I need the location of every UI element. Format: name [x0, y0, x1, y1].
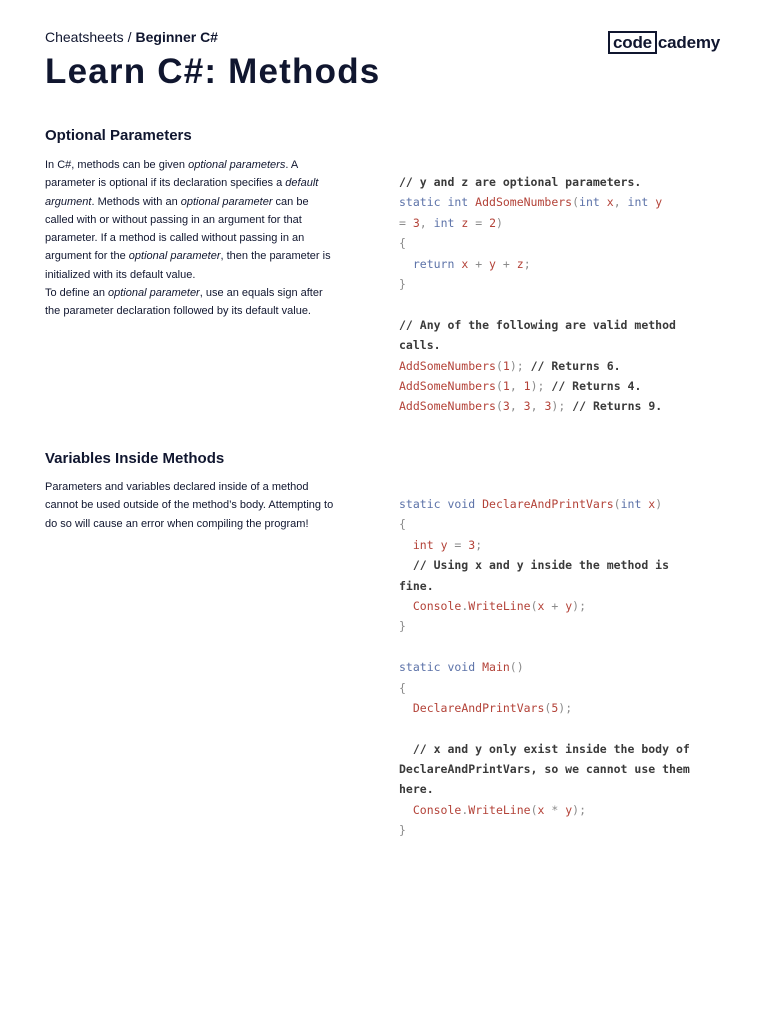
code-line — [399, 616, 729, 636]
text-run: . Methods with an — [91, 195, 181, 208]
code-token: ( — [495, 399, 503, 414]
code-token: Console — [412, 802, 462, 817]
code-token: AddSomeNumbers — [475, 195, 573, 210]
code-line — [399, 356, 729, 376]
code-token: 1 — [502, 378, 510, 393]
code-token: int — [433, 215, 462, 230]
code-token: ); — [558, 700, 573, 715]
code-line — [399, 315, 729, 335]
code-token: // Returns 6. — [530, 358, 621, 373]
code-token: 1 — [523, 378, 531, 393]
text-run: can be called with or without passing in an argument for that parameter. If a method is called without passing in an argument for the — [45, 195, 309, 263]
code-line — [399, 759, 729, 779]
code-token: x — [648, 497, 656, 511]
breadcrumb-parent-link[interactable]: Cheatsheets — [45, 29, 124, 45]
breadcrumb — [45, 29, 218, 45]
code-token: , — [613, 195, 628, 210]
code-token: x — [537, 802, 552, 817]
section-description-optional-parameters — [45, 156, 340, 321]
code-token: 3 — [412, 215, 420, 230]
code-token: x — [537, 598, 552, 613]
emphasis-text: optional parameter — [108, 287, 200, 300]
codecademy-logo[interactable] — [608, 31, 720, 54]
code-token: y — [565, 598, 573, 613]
code-token: y — [655, 195, 663, 210]
code-line — [399, 678, 729, 698]
code-token — [399, 599, 413, 613]
code-token: = — [454, 537, 469, 552]
code-token: Console — [412, 598, 462, 613]
code-token: { — [399, 680, 406, 695]
code-token: 5 — [551, 700, 559, 715]
code-token: } — [399, 276, 406, 291]
code-token: , — [509, 378, 524, 393]
code-token: int — [620, 497, 649, 511]
code-token: 3 — [502, 399, 510, 414]
logo-cademy-text: cademy — [657, 33, 721, 52]
code-line — [399, 233, 729, 253]
code-token: DeclareAndPrintVars, so we cannot use them — [399, 762, 690, 777]
code-line — [399, 172, 729, 192]
code-token: , — [509, 399, 524, 414]
code-token — [399, 538, 413, 552]
text-run: . A parameter is optional if its declaration specifies a — [45, 159, 298, 190]
code-line — [399, 800, 729, 820]
code-line — [399, 254, 729, 274]
code-token: WriteLine — [468, 598, 531, 613]
code-line — [399, 294, 729, 314]
section-title-variables-inside-methods: Variables Inside Methods — [45, 450, 225, 467]
code-token: AddSomeNumbers — [399, 358, 496, 373]
code-line — [399, 213, 729, 233]
code-token: ( — [495, 378, 503, 393]
text-run: Parameters and variables declared inside of a method cannot be used outside of the method’s body. Attempting to do so will cause an error when compiling the program! — [45, 481, 334, 530]
page-title: Learn C#: Methods — [45, 52, 381, 91]
code-token: * — [551, 802, 566, 817]
code-token: x — [606, 195, 614, 210]
code-token: fine. — [399, 578, 434, 593]
text-run: To define an — [45, 287, 108, 300]
code-token: ); — [572, 598, 587, 613]
code-block-variables-inside-methods — [399, 494, 729, 841]
code-token: // Using x and y inside the method is — [399, 558, 670, 573]
code-token: 3 — [523, 399, 531, 414]
code-token: + — [551, 598, 566, 613]
description-paragraph — [45, 478, 340, 533]
code-token: , — [419, 215, 434, 230]
code-token: ); — [572, 802, 587, 817]
code-line — [399, 514, 729, 534]
code-token: ( — [495, 358, 503, 373]
code-token: + — [475, 256, 490, 271]
code-line — [399, 192, 729, 212]
code-token: 2 — [489, 215, 497, 230]
code-token: 3 — [544, 399, 552, 414]
code-token: { — [399, 236, 406, 251]
code-line — [399, 335, 729, 355]
code-token: z — [516, 256, 524, 271]
breadcrumb-separator: / — [127, 29, 132, 45]
code-token: ( — [613, 497, 621, 511]
code-token: static void — [399, 660, 483, 675]
code-token: () — [509, 660, 524, 675]
code-token: ); — [509, 358, 531, 373]
code-line — [399, 820, 729, 840]
code-token: AddSomeNumbers — [399, 378, 496, 393]
code-token: + — [502, 256, 517, 271]
code-line — [399, 698, 729, 718]
text-run: , then the parameter is initialized with its default value. — [45, 250, 331, 281]
code-token: ( — [544, 700, 552, 715]
code-line — [399, 274, 729, 294]
code-token: // Any of the following are valid method — [399, 317, 676, 332]
code-token: z — [461, 215, 476, 230]
code-token: = — [399, 215, 413, 230]
code-token: int — [579, 195, 607, 210]
code-token: // Returns 4. — [551, 378, 642, 393]
code-token: static int — [399, 195, 476, 210]
code-line — [399, 396, 729, 416]
code-token: } — [399, 823, 406, 838]
logo-code-box: code — [608, 31, 657, 54]
code-line — [399, 535, 729, 555]
breadcrumb-current: Beginner C# — [135, 29, 218, 45]
code-line — [399, 718, 729, 738]
code-token: DeclareAndPrintVars — [412, 700, 545, 715]
code-token: DeclareAndPrintVars — [482, 497, 614, 511]
text-run: , use an equals sign after the parameter declaration followed by its default value. — [45, 287, 323, 318]
code-token: static void — [399, 497, 483, 511]
code-token: y — [489, 256, 503, 271]
code-token — [399, 701, 413, 715]
code-line — [399, 637, 729, 657]
code-token: ( — [572, 195, 580, 210]
code-token — [399, 803, 413, 817]
description-paragraph — [45, 284, 340, 321]
code-line — [399, 739, 729, 759]
code-token: 3 — [468, 537, 476, 552]
emphasis-text: default argument — [45, 177, 319, 208]
code-token: { — [399, 517, 406, 532]
code-line — [399, 657, 729, 677]
code-token: 1 — [502, 358, 510, 373]
code-token: ; — [523, 256, 531, 271]
code-token: Main — [482, 660, 510, 675]
code-line — [399, 596, 729, 616]
code-line — [399, 555, 729, 575]
code-token: ); — [551, 399, 573, 414]
emphasis-text: optional parameter — [180, 195, 273, 208]
code-token: ; — [475, 537, 483, 552]
code-token: return — [412, 256, 462, 271]
code-token: . — [461, 802, 469, 817]
code-token: , — [530, 399, 545, 414]
section-description-variables-inside-methods — [45, 478, 340, 533]
code-line — [399, 494, 729, 514]
code-token: ) — [655, 497, 663, 511]
code-token: . — [461, 598, 469, 613]
code-token: y — [440, 537, 455, 552]
code-line — [399, 576, 729, 596]
text-run: In C#, methods can be given — [45, 159, 189, 171]
code-token — [399, 257, 413, 271]
code-token: y — [565, 802, 573, 817]
code-line — [399, 376, 729, 396]
code-token: ) — [496, 215, 503, 230]
code-token: here. — [399, 782, 434, 797]
code-token: // x and y only exist inside the body of — [399, 741, 690, 756]
code-line — [399, 779, 729, 799]
code-token: ( — [530, 598, 538, 613]
code-token: x — [461, 256, 476, 271]
code-token: int — [627, 195, 656, 210]
code-token: WriteLine — [468, 802, 531, 817]
code-token: int — [412, 537, 441, 552]
code-token: } — [399, 619, 406, 634]
emphasis-text: optional parameters — [188, 159, 286, 171]
emphasis-text: optional parameter — [128, 250, 221, 263]
code-token: AddSomeNumbers — [399, 399, 496, 414]
code-token: calls. — [399, 338, 441, 353]
code-block-optional-parameters — [399, 172, 729, 417]
code-token: // y and z are optional parameters. — [399, 175, 642, 189]
code-token: = — [475, 215, 490, 230]
code-token: ( — [530, 802, 538, 817]
section-title-optional-parameters: Optional Parameters — [45, 127, 192, 144]
code-token: ); — [530, 378, 552, 393]
description-paragraph — [45, 156, 340, 284]
code-token: // Returns 9. — [572, 399, 663, 414]
